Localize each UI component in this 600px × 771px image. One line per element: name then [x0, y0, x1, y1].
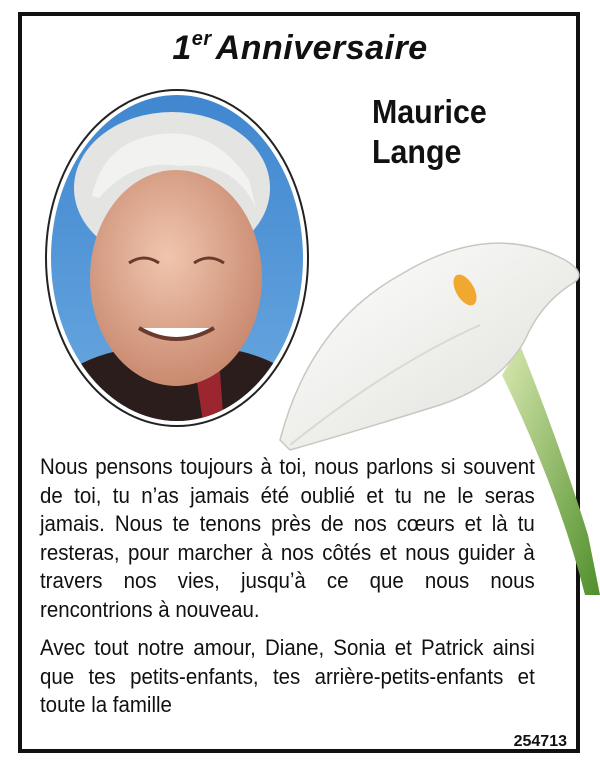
tribute-text [40, 453, 535, 730]
last-name: Lange [372, 133, 462, 170]
title-number: 1 [172, 29, 192, 67]
title-main: Anniversaire [215, 29, 428, 67]
title-suffix: er [191, 28, 212, 50]
deceased-name [372, 92, 487, 172]
tribute-paragraph: Nous pensons toujours à toi, nous parlons si souvent de toi, tu n’as jamais été oublié et tu ne le seras jamais. Nous te tenons près de nos cœurs et là tu resteras, pour marcher à nos côtés et nous guider à travers nos vies, jusqu’à ce que nous nous rencontrions à nouveau. [40, 454, 535, 622]
reference-number: 254713 [513, 733, 567, 750]
page-title [0, 28, 600, 68]
first-name: Maurice [372, 93, 487, 130]
family-signature: Avec tout notre amour, Diane, Sonia et Patrick ainsi que tes petits-enfants, tes arrière-petits-enfants et toute la famille [40, 635, 535, 717]
